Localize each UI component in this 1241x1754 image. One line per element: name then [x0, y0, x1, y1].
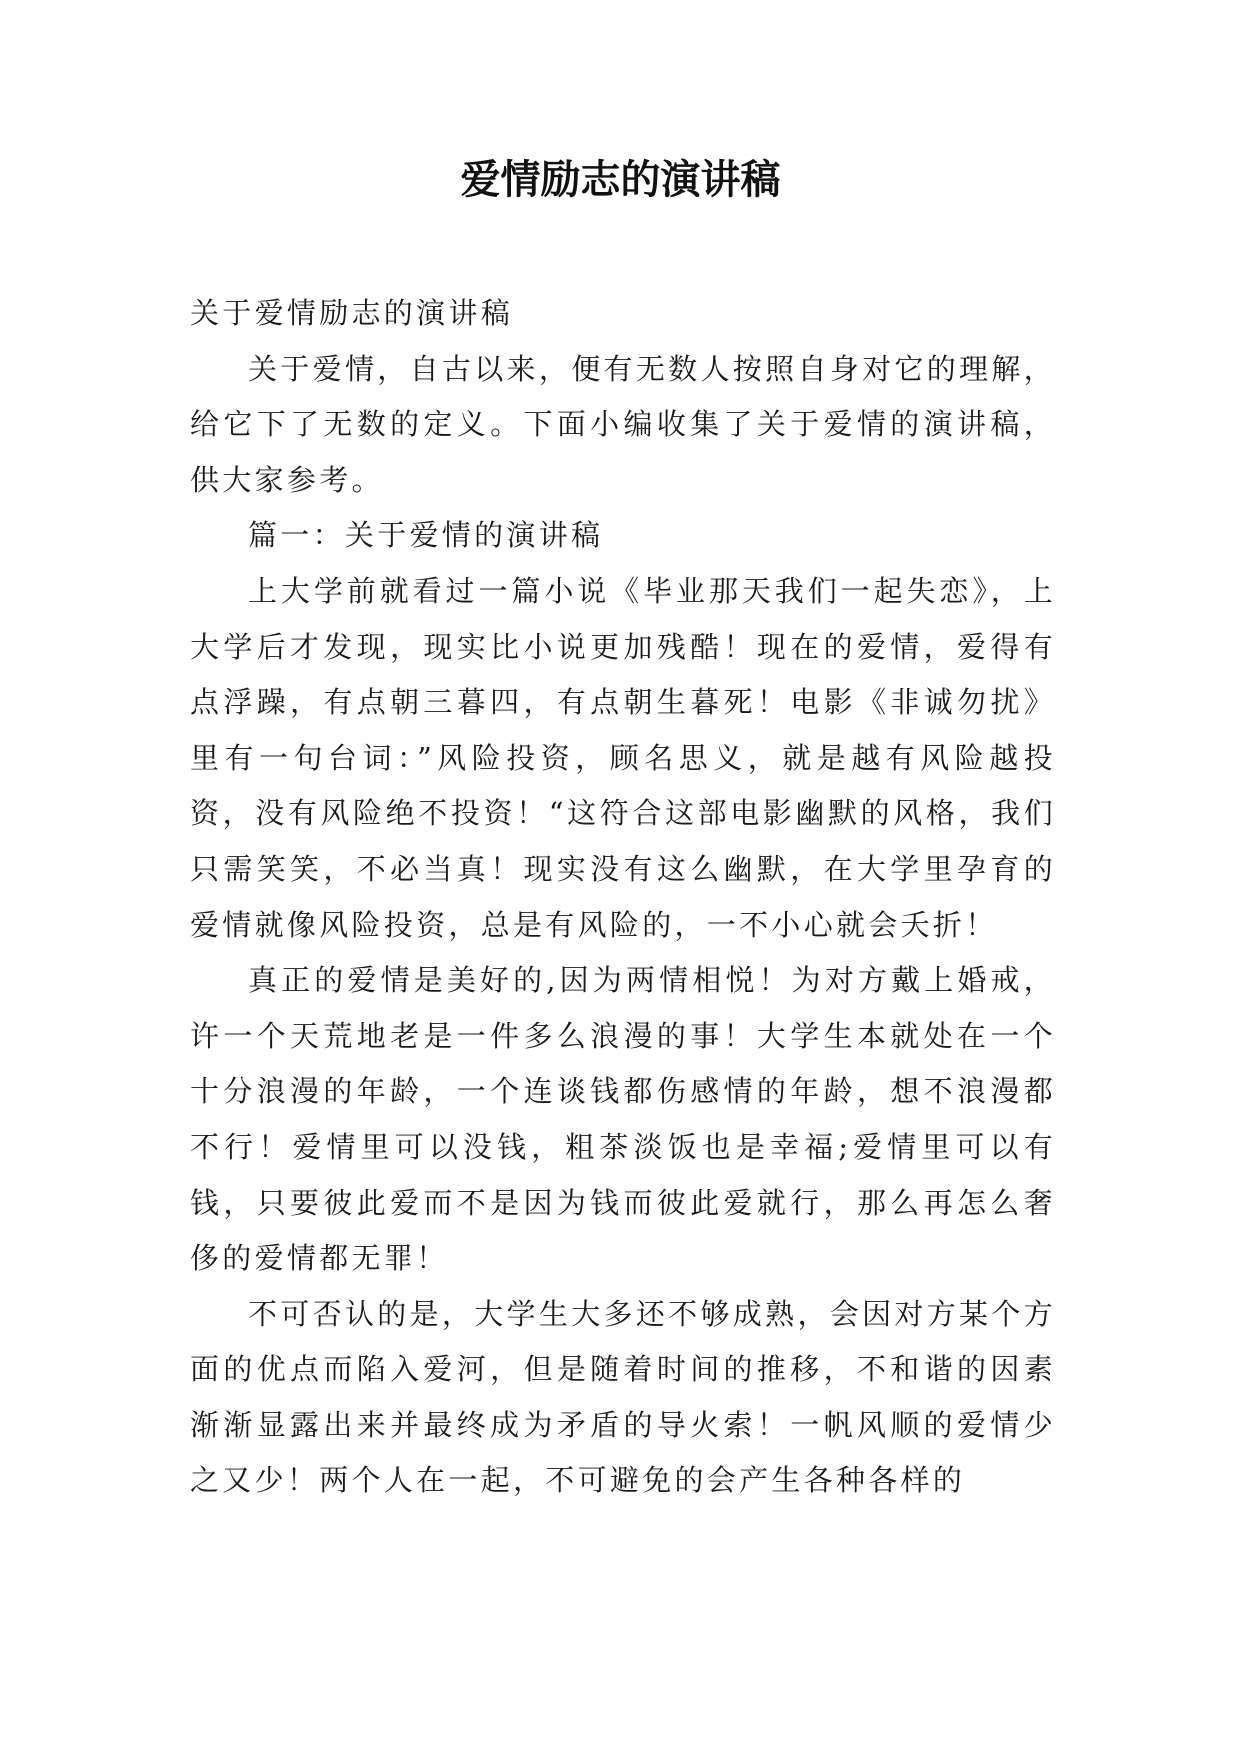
paragraph: 不可否认的是，大学生大多还不够成熟，会因对方某个方面的优点而陷入爱河，但是随着时间的推移，不和谐的因素渐渐显露出来并最终成为矛盾的导火索！一帆风顺的爱情少之又少！两个人在一起，不可避免的会产生各种各样的	[190, 1296, 1056, 1498]
paragraph: 上大学前就看过一篇小说《毕业那天我们一起失恋》，上大学后才发现，现实比小说更加残酷！现在的爱情，爱得有点浮躁，有点朝三暮四，有点朝生暮死！电影《非诚勿扰》里有一句台词：”风险投资，顾名思义，就是越有风险越投资，没有风险绝不投资！“这符合这部电影幽默的风格，我们只需笑笑，不必当真！现实没有这么幽默，在大学里孕育的爱情就像风险投资，总是有风险的，一不小心就会夭折！	[190, 573, 1056, 942]
subtitle-line: 关于爱情励志的演讲稿	[190, 296, 514, 330]
document-body	[190, 286, 1056, 1509]
section-heading: 篇一：关于爱情的演讲稿	[248, 518, 604, 553]
page-title: 爱情励志的演讲稿	[460, 157, 781, 203]
paragraph-intro: 关于爱情，自古以来，便有无数人按照自身对它的理解，给它下了无数的定义。下面小编收集了关于爱情的演讲稿，供大家参考。	[190, 351, 1056, 497]
paragraph: 真正的爱情是美好的,因为两情相悦！为对方戴上婚戒，许一个天荒地老是一件多么浪漫的事！大学生本就处在一个十分浪漫的年龄，一个连谈钱都伤感情的年龄，想不浪漫都不行！爱情里可以没钱，粗茶淡饭也是幸福;爱情里可以有钱，只要彼此爱而不是因为钱而彼此爱就行，那么再怎么奢侈的爱情都无罪！	[190, 963, 1056, 1276]
